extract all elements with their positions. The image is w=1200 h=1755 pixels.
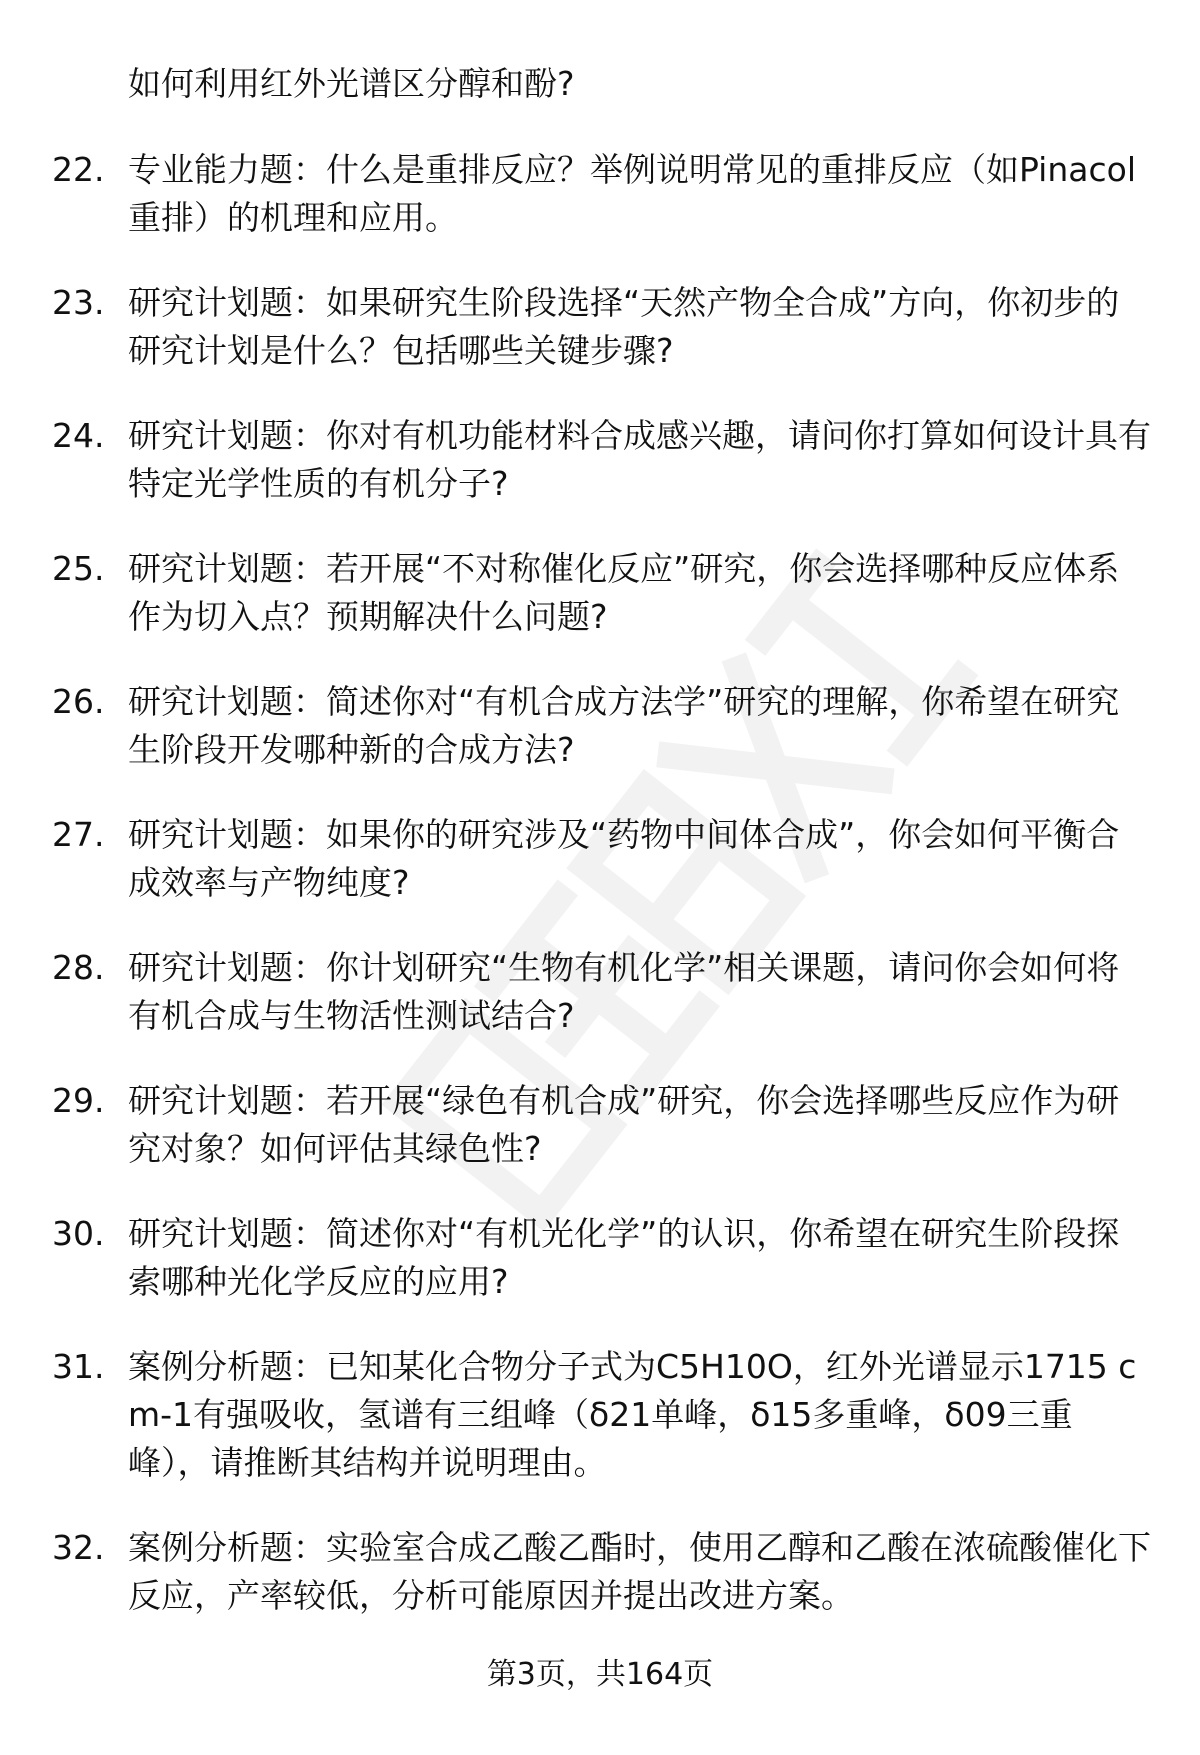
question-item-27	[52, 811, 1152, 907]
question-item-28	[52, 944, 1152, 1040]
question-number: 30.	[52, 1214, 105, 1253]
question-item-30	[52, 1210, 1152, 1306]
question-item-23	[52, 279, 1152, 375]
question-number: 28.	[52, 948, 105, 987]
question-text: 研究计划题：简述你对“有机光化学”的认识，你希望在研究生阶段探索哪种光化学反应的应用?	[128, 1214, 1120, 1301]
question-text: 研究计划题：若开展“不对称催化反应”研究，你会选择哪种反应体系作为切入点？预期解决什么问题?	[128, 549, 1120, 636]
page-footer	[0, 1655, 1200, 1695]
question-text: 研究计划题：你对有机功能材料合成感兴趣，请问你打算如何设计具有特定光学性质的有机分子?	[128, 416, 1151, 503]
question-number: 23.	[52, 283, 105, 322]
question-item-24	[52, 412, 1152, 508]
question-item-26	[52, 678, 1152, 774]
question-item-31	[52, 1343, 1152, 1487]
question-text: 研究计划题：如果研究生阶段选择“天然产物全合成”方向，你初步的研究计划是什么？包括哪些关键步骤?	[128, 283, 1120, 370]
question-number: 27.	[52, 815, 105, 854]
question-number: 32.	[52, 1528, 105, 1567]
question-item-22	[52, 146, 1152, 242]
question-text: 研究计划题：如果你的研究涉及“药物中间体合成”，你会如何平衡合成效率与产物纯度?	[128, 815, 1120, 902]
question-number: 26.	[52, 682, 105, 721]
question-text: 研究计划题：简述你对“有机合成方法学”研究的理解，你希望在研究生阶段开发哪种新的合成方法?	[128, 682, 1120, 769]
question-item-32	[52, 1524, 1152, 1620]
question-number: 29.	[52, 1081, 105, 1120]
questions-content	[52, 60, 1152, 1657]
question-item-29	[52, 1077, 1152, 1173]
question-text: 研究计划题：若开展“绿色有机合成”研究，你会选择哪些反应作为研究对象？如何评估其绿色性?	[128, 1081, 1120, 1168]
question-number: 22.	[52, 150, 105, 189]
question-number: 25.	[52, 549, 105, 588]
question-number: 24.	[52, 416, 105, 455]
question-text: 案例分析题：实验室合成乙酸乙酯时，使用乙醇和乙酸在浓硫酸催化下反应，产率较低，分析可能原因并提出改进方案。	[128, 1528, 1151, 1615]
question-text: 专业能力题：什么是重排反应？举例说明常见的重排反应（如Pinacol重排）的机理和应用。	[128, 150, 1136, 237]
question-number: 31.	[52, 1347, 105, 1386]
question-text: 案例分析题：已知某化合物分子式为C5H10O，红外光谱显示1715 cm-1有强吸收，氢谱有三组峰（δ21单峰，δ15多重峰，δ09三重峰），请推断其结构并说明理由。	[128, 1347, 1137, 1482]
page-number-label: 第3页，共164页	[486, 1657, 714, 1692]
question-list	[52, 146, 1152, 1620]
question-text: 研究计划题：你计划研究“生物有机化学”相关课题，请问你会如何将有机合成与生物活性测试结合?	[128, 948, 1120, 1035]
question-item-25	[52, 545, 1152, 641]
continuation-text: 如何利用红外光谱区分醇和酚?	[128, 64, 575, 103]
